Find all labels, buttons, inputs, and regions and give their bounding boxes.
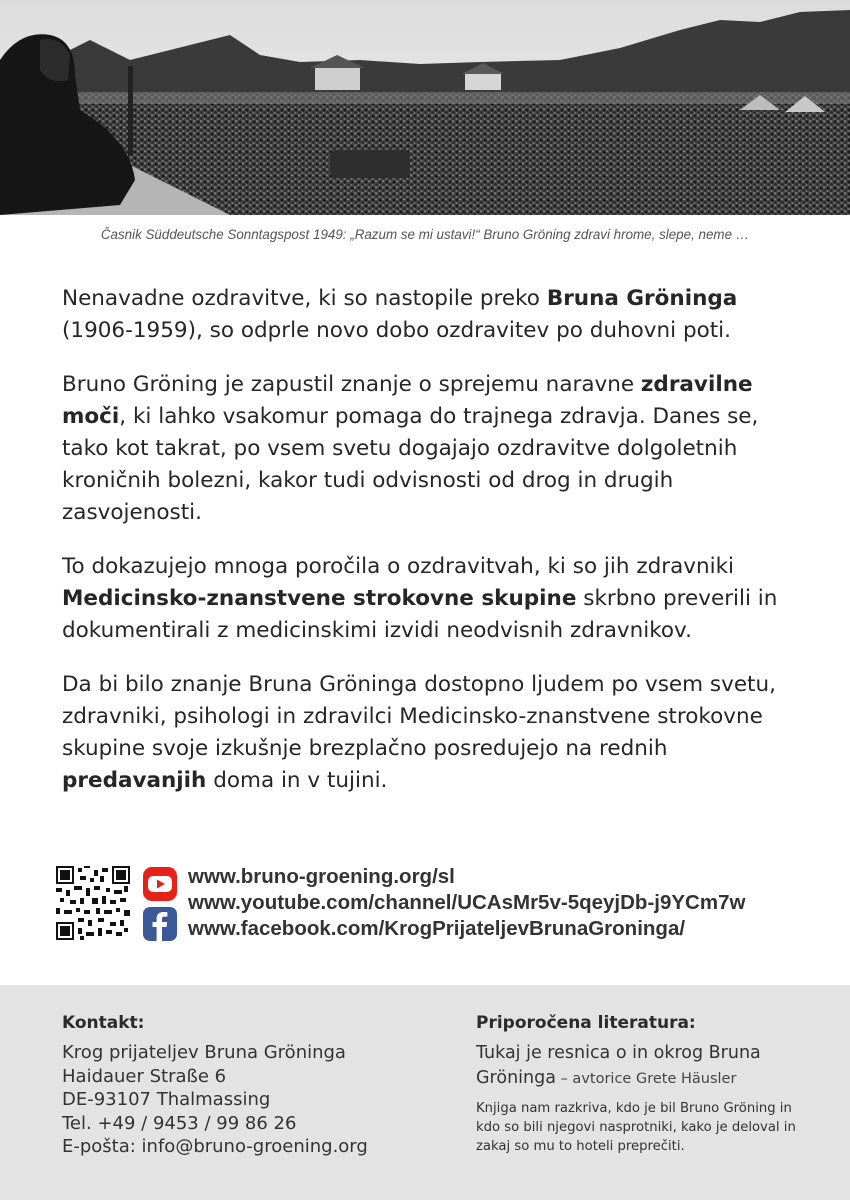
contact-phone: Tel. +49 / 9453 / 99 86 26	[62, 1112, 297, 1134]
literature-block	[476, 1013, 806, 1156]
footer	[0, 985, 850, 1200]
facebook-link[interactable]: www.facebook.com/KrogPrijateljevBrunaGroninga/	[188, 917, 686, 940]
main-text	[62, 283, 797, 819]
contact-title: Kontakt:	[62, 1013, 145, 1033]
contact-email[interactable]: E-pošta: info@bruno-groening.org	[62, 1136, 368, 1157]
paragraph-1: Nenavadne ozdravitve, ki so nastopile preko Bruna Gröninga (1906-1959), so odprle novo dobo ozdravitev po duhovni poti.	[62, 286, 738, 343]
paragraph-4: Da bi bilo znanje Bruna Gröninga dostopno ljudem po vsem svetu, zdravniki, psihologi in zdravilci Medicinsko-znanstvene strokovne skupine svoje izkušnje brezplačno posredujejo na rednih predavanjih doma in v tujini.	[62, 672, 776, 793]
links-block	[56, 864, 816, 944]
paragraph-2: Bruno Gröning je zapustil znanje o sprejemu naravne zdravilne moči, ki lahko vsakomur pomaga do trajnega zdravja. Danes se, tako kot takrat, po vsem svetu dogajajo ozdravitve dolgoletnih kroničnih bolezni, kakor tudi odvisnosti od drog in drugih zasvojenosti.	[62, 372, 759, 525]
facebook-icon[interactable]	[143, 907, 177, 941]
website-link[interactable]: www.bruno-groening.org/sl	[188, 865, 455, 888]
paragraph-3: To dokazujejo mnoga poročila o ozdravitvah, ki so jih zdravniki Medicinsko-znanstvene strokovne skupine skrbno preverili in dokumentirali z medicinskimi izvidi neodvisnih zdravnikov.	[62, 554, 778, 643]
book-title: Tukaj je resnica o in okrog Bruna Gröninga	[476, 1043, 761, 1088]
literature-title: Priporočena literatura:	[476, 1013, 696, 1033]
historical-crowd-photo	[0, 0, 850, 215]
book-description: Knjiga nam razkriva, kdo je bil Bruno Gröning in kdo so bili njegovi nasprotniki, kako je deloval in zakaj so mu to hoteli preprečiti.	[476, 1101, 796, 1154]
contact-block	[62, 1013, 442, 1159]
youtube-icon[interactable]	[143, 867, 177, 901]
photo-caption: Časnik Süddeutsche Sonntagspost 1949: „Razum se mi ustavi!“ Bruno Gröning zdravi hrome, slepe, neme …	[100, 227, 750, 242]
qr-code-icon[interactable]	[56, 866, 130, 940]
contact-line: Haidauer Straße 6	[62, 1065, 227, 1087]
youtube-link[interactable]: www.youtube.com/channel/UCAsMr5v-5qeyjDb-j9YCm7w	[188, 891, 746, 914]
book-author: – avtorice Grete Häusler	[555, 1071, 737, 1087]
contact-line: DE-93107 Thalmassing	[62, 1089, 271, 1110]
contact-line: Krog prijateljev Bruna Gröninga	[62, 1042, 346, 1063]
book-recommendation	[476, 1041, 806, 1092]
